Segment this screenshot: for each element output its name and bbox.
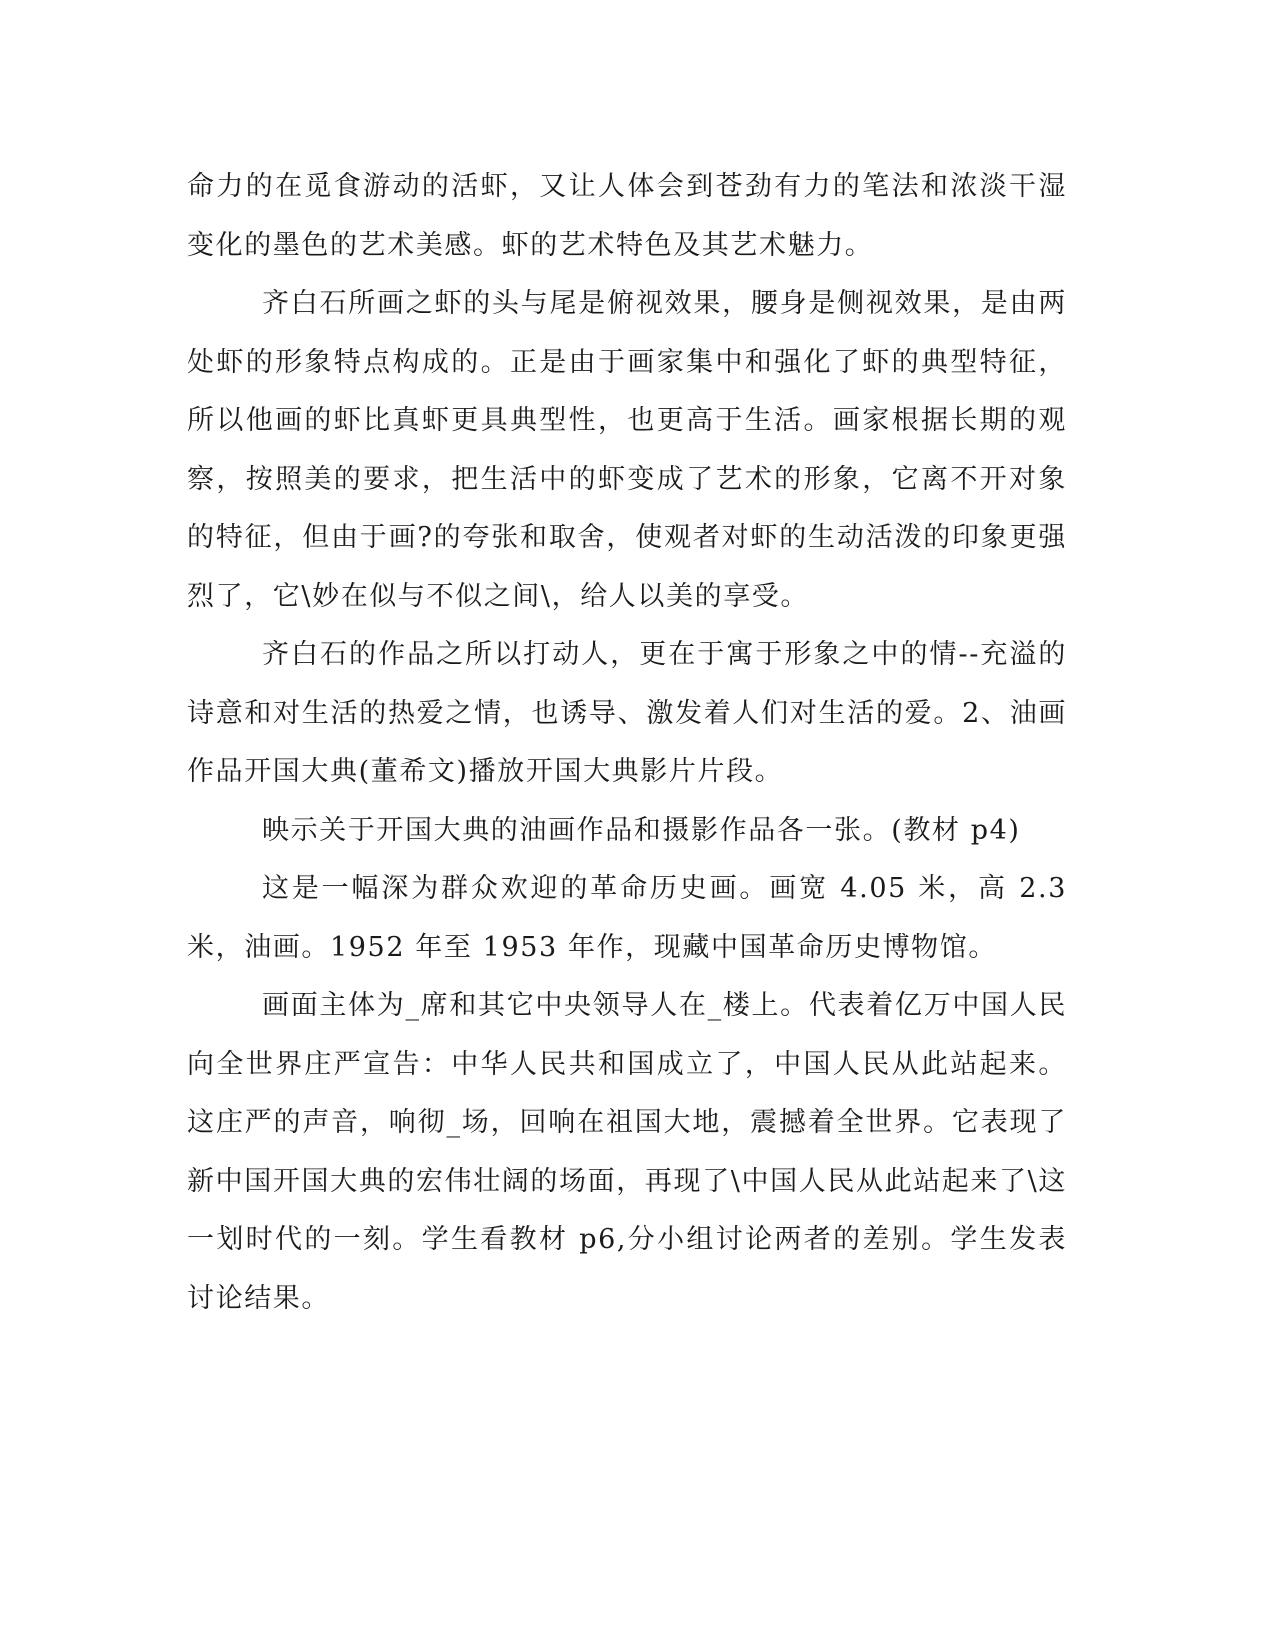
paragraph-2: 齐白石所画之虾的头与尾是俯视效果，腰身是侧视效果，是由两处虾的形象特点构成的。正是由于画家集中和强化了虾的典型特征，所以他画的虾比真虾更具典型性，也更高于生活。画家根据长期的观察，按照美的要求，把生活中的虾变成了艺术的形象，它离不开对象的特征，但由于画?的夸张和取舍，使观者对虾的生动活泼的印象更强烈了，它\妙在似与不似之间\，给人以美的享受。 [187,288,1067,612]
document-body [187,158,1067,1328]
paragraph-5: 这是一幅深为群众欢迎的革命历史画。画宽 4.05 米，高 2.3 米，油画。1952 年至 1953 年作，现藏中国革命历史博物馆。 [187,873,1067,963]
paragraph-4: 映示关于开国大典的油画作品和摄影作品各一张。(教材 p4) [262,814,1021,846]
paragraph-1: 命力的在觅食游动的活虾，又让人体会到苍劲有力的笔法和浓淡干湿变化的墨色的艺术美感。虾的艺术特色及其艺术魅力。 [187,171,1067,261]
paragraph-6: 画面主体为_席和其它中央领导人在_楼上。代表着亿万中国人民向全世界庄严宣告：中华人民共和国成立了，中国人民从此站起来。这庄严的声音，响彻_场，回响在祖国大地，震撼着全世界。它表现了新中国开国大典的宏伟壮阔的场面，再现了\中国人民从此站起来了\这一划时代的一刻。学生看教材 p6,分小组讨论两者的差别。学生发表讨论结果。 [187,990,1067,1314]
paragraph-3: 齐白石的作品之所以打动人，更在于寓于形象之中的情--充溢的诗意和对生活的热爱之情，也诱导、激发着人们对生活的爱。2、油画作品开国大典(董希文)播放开国大典影片片段。 [187,639,1067,787]
